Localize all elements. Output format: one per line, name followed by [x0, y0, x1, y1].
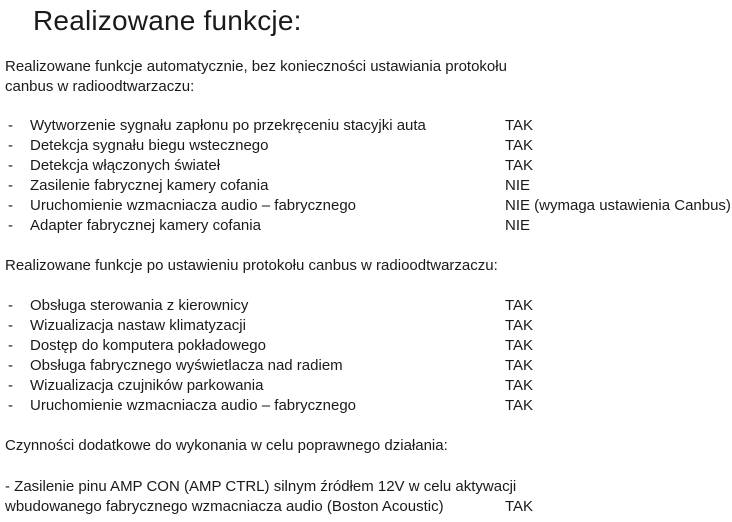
- bullet-dash: -: [8, 217, 13, 234]
- function-value: TAK: [505, 357, 534, 374]
- table-row: [5, 156, 732, 176]
- function-label: Detekcja sygnału biegu wstecznego: [30, 137, 269, 154]
- function-label: Zasilenie fabrycznej kamery cofania: [30, 177, 269, 194]
- bullet-dash: -: [8, 357, 13, 374]
- function-label: Uruchomienie wzmacniacza audio – fabrycznego: [30, 397, 357, 414]
- table-row: [5, 176, 732, 196]
- table-row: [5, 116, 732, 136]
- function-label: Wytworzenie sygnału zapłonu po przekręceniu stacyjki auta: [30, 117, 426, 134]
- table-row: [5, 136, 732, 156]
- function-label: Detekcja włączonych świateł: [30, 157, 221, 174]
- note-line-2-text: wbudowanego fabrycznego wzmacniacza audio (Boston Acoustic): [5, 498, 444, 515]
- note-value: TAK: [505, 498, 534, 515]
- function-list-canbus: [5, 296, 732, 416]
- function-value: TAK: [505, 397, 534, 414]
- section-additional-heading: Czynności dodatkowe do wykonania w celu poprawnego działania:: [5, 437, 448, 454]
- section-canbus-heading: Realizowane funkcje po ustawieniu protokołu canbus w radioodtwarzaczu:: [5, 257, 498, 274]
- bullet-dash: -: [8, 137, 13, 154]
- function-label: Obsługa fabrycznego wyświetlacza nad radiem: [30, 357, 343, 374]
- page-title: Realizowane funkcje:: [33, 5, 302, 36]
- function-label: Wizualizacja czujników parkowania: [30, 377, 264, 394]
- table-row: [5, 376, 732, 396]
- table-row: [5, 356, 732, 376]
- function-value: TAK: [505, 317, 534, 334]
- function-value: NIE (wymaga ustawienia Canbus): [505, 197, 731, 214]
- bullet-dash: -: [8, 317, 13, 334]
- function-value: TAK: [505, 117, 534, 134]
- function-value: TAK: [505, 377, 534, 394]
- function-value: TAK: [505, 337, 534, 354]
- bullet-dash: -: [8, 377, 13, 394]
- bullet-dash: -: [8, 177, 13, 194]
- bullet-dash: -: [8, 297, 13, 314]
- bullet-dash: -: [8, 157, 13, 174]
- function-label: Dostęp do komputera pokładowego: [30, 337, 266, 354]
- function-list-automatic: [5, 116, 732, 236]
- table-row: [5, 296, 732, 316]
- function-value: TAK: [505, 297, 534, 314]
- table-row: [5, 336, 732, 356]
- function-value: NIE: [505, 177, 531, 194]
- note-line-1: - Zasilenie pinu AMP CON (AMP CTRL) silnym źródłem 12V w celu aktywacji: [5, 478, 517, 495]
- function-value: NIE: [505, 217, 531, 234]
- table-row: [5, 216, 732, 236]
- table-row: [5, 316, 732, 336]
- bullet-dash: -: [8, 397, 13, 414]
- note-line-2: [5, 497, 725, 517]
- table-row: [5, 396, 732, 416]
- function-label: Uruchomienie wzmacniacza audio – fabrycznego: [30, 197, 357, 214]
- table-row: [5, 196, 732, 216]
- section-auto-heading: Realizowane funkcje automatycznie, bez konieczności ustawiania protokołu canbus w radioodtwarzaczu:: [5, 58, 507, 95]
- additional-note: [5, 477, 725, 517]
- bullet-dash: -: [8, 117, 13, 134]
- bullet-dash: -: [8, 197, 13, 214]
- function-label: Obsługa sterowania z kierownicy: [30, 297, 249, 314]
- function-label: Wizualizacja nastaw klimatyzacji: [30, 317, 246, 334]
- function-value: TAK: [505, 137, 534, 154]
- bullet-dash: -: [8, 337, 13, 354]
- function-value: TAK: [505, 157, 534, 174]
- function-label: Adapter fabrycznej kamery cofania: [30, 217, 261, 234]
